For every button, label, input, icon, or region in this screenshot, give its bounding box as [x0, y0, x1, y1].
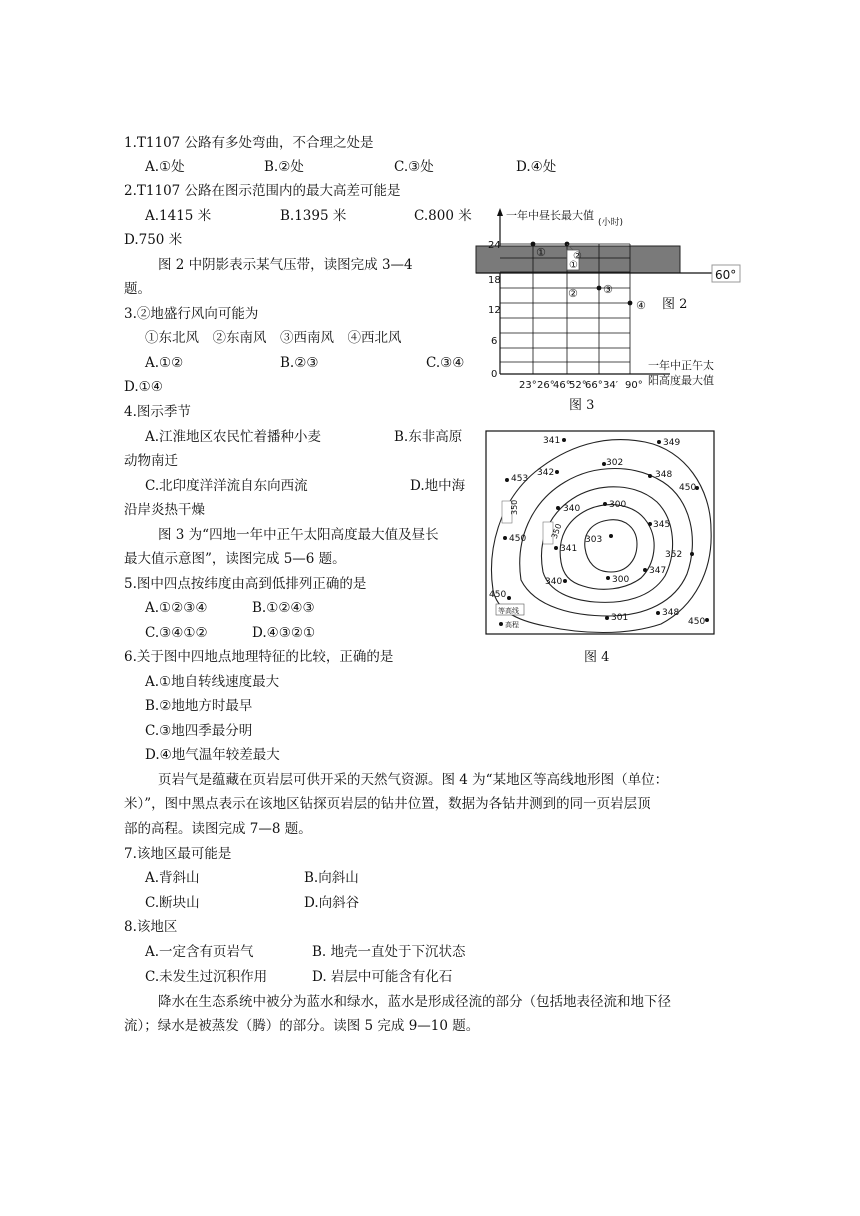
q6-option-c: C.③地四季最分明 — [145, 723, 253, 739]
q1-stem: 1.T1107 公路有多处弯曲，不合理之处是 — [124, 135, 374, 151]
q7-stem: 7.该地区最可能是 — [124, 846, 232, 862]
fig4-legend-dot — [499, 622, 503, 626]
q5-option-a: A.①②③④ — [145, 600, 208, 616]
q3-option-a: A.①② — [145, 355, 184, 371]
fig4-well-dot — [690, 552, 694, 556]
fig4-legend-elevation: 高程 — [505, 621, 519, 629]
q4-option-b: B.东非高原 — [394, 429, 463, 445]
fig2-zoom-label: ① — [569, 260, 578, 271]
fig3-intro-line-1: 图 3 为“四地一年中正午太阳高度最大值及昼长 — [158, 527, 439, 543]
fig4-well-label: 341 — [560, 544, 578, 554]
q3-option-d: D.①④ — [124, 379, 163, 395]
fig4-well-dot — [656, 611, 660, 615]
fig4-well-label: 342 — [537, 468, 555, 478]
fig2-point-label: ② — [568, 287, 578, 300]
q2-stem: 2.T1107 公路在图示范围内的最大高差可能是 — [124, 183, 401, 199]
fig4-well-label: 352 — [665, 550, 683, 560]
water-intro-line-2: 流）；绿水是被蒸发（腾）的部分。读图 5 完成 9—10 题。 — [124, 1018, 480, 1034]
fig2-x-tick: 46° — [553, 380, 571, 391]
fig4-well-label: 341 — [543, 436, 561, 446]
q8-option-a: A.一定含有页岩气 — [145, 944, 254, 960]
q1-option-b: B.②处 — [264, 159, 304, 175]
q8-option-d: D. 岩层中可能含有化石 — [312, 969, 453, 985]
fig4-well-dot — [503, 536, 507, 540]
q5-stem: 5.图中四点按纬度由高到低排列正确的是 — [124, 576, 367, 592]
fig3-intro-line-2: 最大值示意图”，读图完成 5—6 题。 — [124, 551, 346, 567]
q3-option-c: C.③④ — [426, 355, 465, 371]
fig4-well-label: 450 — [688, 617, 706, 627]
q2-option-d: D.750 米 — [124, 232, 183, 248]
fig4-well-label: 302 — [606, 458, 624, 468]
shale-intro-line-3: 部的高程。读图完成 7—8 题。 — [124, 821, 312, 837]
fig2-y-tick: 24 — [488, 240, 501, 251]
fig4-well-dot — [555, 470, 559, 474]
q7-option-a: A.背斜山 — [145, 870, 200, 886]
q4-stem: 4.图示季节 — [124, 404, 191, 420]
fig4-well-label: 347 — [649, 566, 667, 576]
fig4-well-dot — [648, 474, 652, 478]
fig4-well-label: 450 — [489, 590, 507, 600]
fig2-intro-line-2: 题。 — [124, 281, 151, 297]
fig4-well-dot — [562, 438, 566, 442]
q6-option-a: A.①地自转线速度最大 — [145, 674, 280, 690]
q4-option-b-cont: 动物南迁 — [124, 453, 178, 469]
fig2-point-label: ① — [536, 246, 546, 259]
q2-option-a: A.1415 米 — [145, 208, 212, 224]
q8-option-b: B. 地壳一直处于下沉状态 — [312, 944, 466, 960]
fig4-well-label: 340 — [563, 504, 581, 514]
q5-option-b: B.①②④③ — [252, 600, 315, 616]
q5-option-d: D.④③②① — [252, 625, 316, 641]
q1-option-c: C.③处 — [394, 159, 434, 175]
fig4-well-label: 301 — [611, 613, 629, 623]
q6-option-b: B.②地地方时最早 — [145, 698, 253, 714]
fig2-x-tick: 34′ — [603, 380, 618, 391]
fig2-point-dot — [531, 242, 536, 247]
fig2-y-tick: 12 — [488, 305, 501, 316]
fig2-zoom-label: ② — [573, 251, 582, 262]
fig2-y-tick: 18 — [488, 275, 501, 286]
fig4-well-dot — [563, 579, 567, 583]
fig4-contour-label: 350 — [549, 522, 564, 540]
fig2-x-tick: 26° — [537, 380, 555, 391]
shale-intro-line-1: 页岩气是蕴藏在页岩层可供开采的天然气资源。图 4 为“某地区等高线地形图（单位： — [158, 772, 669, 788]
fig4-well-dot — [505, 478, 509, 482]
shale-intro-line-2: 米）”，图中黑点表示在该地区钻探页岩层的钻井位置，数据为各钻井测到的同一页岩层顶 — [124, 796, 651, 812]
q7-option-b: B.向斜山 — [304, 870, 359, 886]
fig4-well-dot — [657, 440, 661, 444]
fig2-y-tick: 6 — [491, 336, 498, 347]
fig4-well-dot — [605, 616, 609, 620]
q7-option-d: D.向斜谷 — [304, 895, 360, 911]
fig4-well-label: 450 — [679, 483, 697, 493]
q4-option-d: D.地中海 — [410, 478, 466, 494]
fig4-well-label: 300 — [609, 500, 627, 510]
water-intro-line-1: 降水在生态系统中被分为蓝水和绿水，蓝水是形成径流的部分（包括地表径流和地下径 — [158, 994, 671, 1010]
fig4-well-dot — [606, 576, 610, 580]
q1-option-d: D.④处 — [516, 159, 557, 175]
fig4-well-label: 453 — [511, 474, 529, 484]
q4-option-a: A.江淮地区农民忙着播种小麦 — [145, 429, 322, 445]
q8-option-c: C.未发生过沉积作用 — [145, 969, 268, 985]
fig4-contour-map — [485, 430, 715, 635]
fig2-x-tick: 90° — [625, 380, 643, 391]
fig2-x-tick: 52° — [569, 380, 587, 391]
q2-option-b: B.1395 米 — [280, 208, 347, 224]
fig4-well-label: 340 — [545, 577, 563, 587]
fig2-diagram — [470, 204, 770, 396]
q2-option-c: C.800 米 — [414, 208, 472, 224]
q3-option-b: B.②③ — [280, 355, 319, 371]
fig4-well-label: 345 — [653, 520, 671, 530]
fig2-x-tick: 66° — [585, 380, 603, 391]
q4-option-c: C.北印度洋洋流自东向西流 — [145, 478, 308, 494]
fig4-well-label: 303 — [585, 535, 603, 545]
fig2-y-unit: (小时) — [598, 218, 624, 228]
q3-stem: 3.②地盛行风向可能为 — [124, 306, 259, 322]
fig2-point-dot — [628, 301, 633, 306]
fig2-point-label: ③ — [603, 283, 613, 296]
fig2-caption: 图 2 — [662, 297, 688, 312]
fig4-well-dot — [554, 546, 558, 550]
fig2-x-title-1: 一年中正午太 — [648, 359, 714, 372]
fig4-well-label: 348 — [662, 608, 680, 618]
fig4-well-dot — [507, 596, 511, 600]
fig4-well-label: 349 — [663, 438, 681, 448]
fig2-point-dot — [597, 286, 602, 291]
fig4-well-label: 348 — [655, 470, 673, 480]
fig4-contour-label: 350 — [510, 499, 519, 515]
fig2-x-title-2: 阳高度最大值 — [648, 374, 714, 387]
q1-option-a: A.①处 — [145, 159, 185, 175]
q3-choices: ①东北风 ②东南风 ③西南风 ④西北风 — [145, 330, 402, 346]
fig4-well-label: 300 — [612, 575, 630, 585]
fig4-caption: 图 4 — [584, 650, 610, 665]
fig4-well-dot — [648, 522, 652, 526]
q5-option-c: C.③④①② — [145, 625, 208, 641]
q4-option-d-cont: 沿岸炎热干燥 — [124, 502, 205, 518]
fig2-lat-label: 60° — [715, 268, 737, 282]
fig4-well-dot — [603, 502, 607, 506]
q8-stem: 8.该地区 — [124, 919, 178, 935]
fig2-intro-line-1: 图 2 中阴影表示某气压带，读图完成 3—4 — [158, 257, 413, 273]
fig4-well-dot — [609, 534, 613, 538]
fig2-point-label: ④ — [636, 299, 646, 312]
fig2-y-tick: 0 — [491, 369, 498, 380]
fig4-well-dot — [705, 618, 709, 622]
fig4-legend-contour: 等高线 — [498, 607, 519, 615]
fig4-well-dot — [643, 568, 647, 572]
q6-stem: 6.关于图中四地点地理特征的比较，正确的是 — [124, 649, 394, 665]
fig4-well-dot — [556, 506, 560, 510]
fig2-x-tick: 23° — [519, 380, 537, 391]
fig3-caption: 图 3 — [569, 398, 595, 413]
q6-option-d: D.④地气温年较差最大 — [145, 747, 280, 763]
fig2-y-title: 一年中昼长最大值 — [506, 209, 594, 222]
fig4-well-label: 450 — [509, 534, 527, 544]
q7-option-c: C.断块山 — [145, 895, 200, 911]
